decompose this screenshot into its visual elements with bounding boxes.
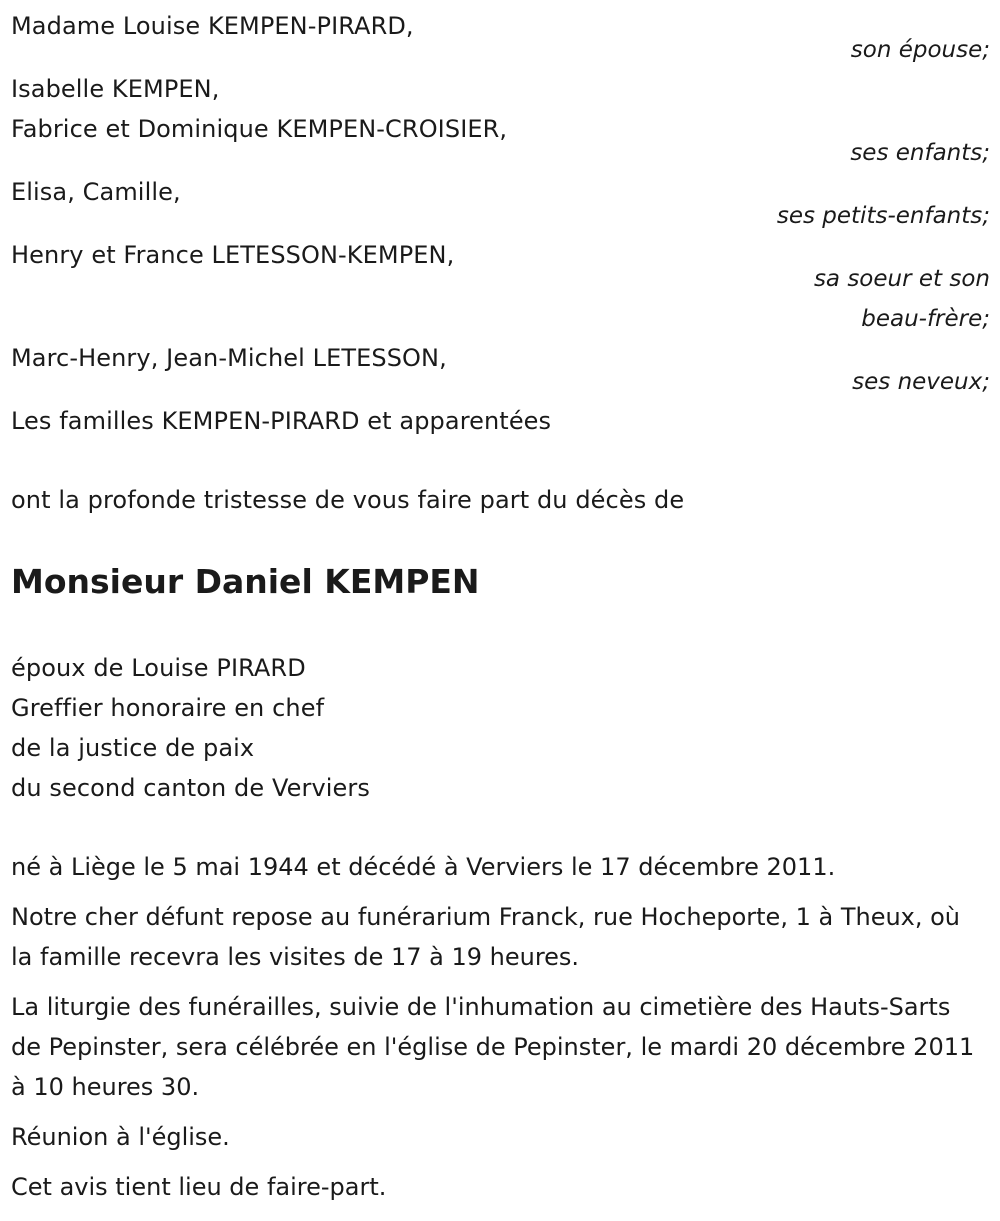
- mourner-name-line: Marc-Henry, Jean-Michel LETESSON,: [11, 344, 447, 372]
- mourner-name-line: Les familles KEMPEN-PIRARD et apparentées: [11, 407, 552, 435]
- mourner-name-line: Elisa, Camille,: [11, 178, 181, 206]
- funeral-paragraph: La liturgie des funérailles, suivie de l'inhumation au cimetière des Hauts-Sarts de Pepinster, sera célébrée en l'église de Pepinster, le mardi 20 décembre 2011 à 10 heures 30.: [11, 993, 975, 1101]
- obituary-notice: [11, 0, 990, 1221]
- mourner-name-line: Isabelle KEMPEN,: [11, 75, 220, 103]
- notice-paragraph: Cet avis tient lieu de faire-part.: [11, 1173, 387, 1201]
- mourner-role-line: beau-frère;: [861, 306, 990, 332]
- announcement-text: ont la profonde tristesse de vous faire part du décès de: [11, 486, 685, 514]
- deceased-title-line: époux de Louise PIRARD: [11, 654, 306, 682]
- mourner-name-line: Henry et France LETESSON-KEMPEN,: [11, 241, 455, 269]
- deceased-title-line: Greffier honoraire en chef: [11, 694, 325, 722]
- mourner-role-line: sa soeur et son: [813, 266, 990, 292]
- mourner-role: ses neveux;: [852, 369, 990, 395]
- deceased-title-line: de la justice de paix: [11, 734, 255, 762]
- deceased-name: Monsieur Daniel KEMPEN: [11, 562, 480, 601]
- birth-death-paragraph: né à Liège le 5 mai 1944 et décédé à Verviers le 17 décembre 2011.: [11, 853, 836, 881]
- reunion-paragraph: Réunion à l'église.: [11, 1123, 230, 1151]
- deceased-title-line: du second canton de Verviers: [11, 774, 370, 802]
- mourner-role: son épouse;: [850, 37, 990, 63]
- funerarium-paragraph: Notre cher défunt repose au funérarium Franck, rue Hocheporte, 1 à Theux, où la famille recevra les visites de 17 à 19 heures.: [11, 903, 961, 971]
- mourner-name-line: Fabrice et Dominique KEMPEN-CROISIER,: [11, 115, 508, 143]
- mourner-role: ses enfants;: [850, 140, 990, 166]
- mourner-name-line: Madame Louise KEMPEN-PIRARD,: [11, 12, 414, 40]
- mourner-role: ses petits-enfants;: [776, 203, 990, 229]
